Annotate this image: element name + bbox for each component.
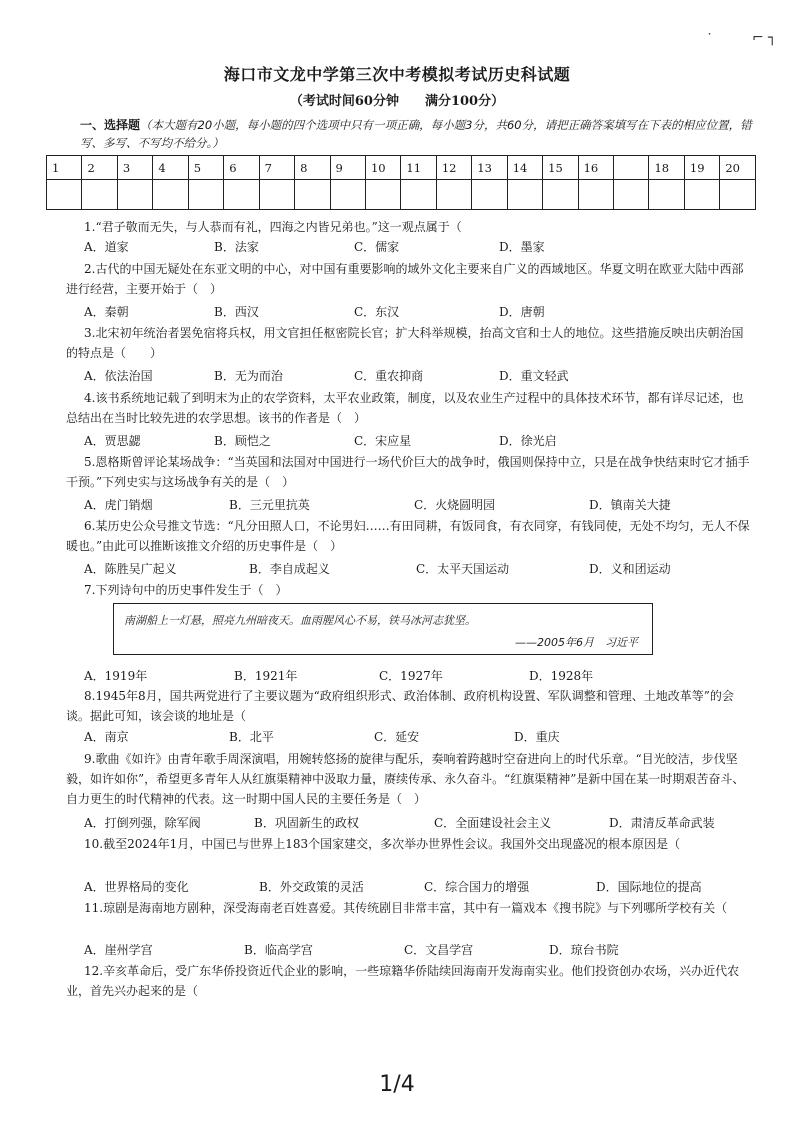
option-b[interactable]: B．1921年 bbox=[234, 669, 298, 683]
option-b[interactable]: B．巩固新生的政权 bbox=[254, 816, 359, 830]
poem-line: 南湖船上一灯悬，照亮九州暗夜天。血雨腥风心不易，铁马冰河志犹坚。 bbox=[124, 614, 476, 627]
answer-input-cell[interactable] bbox=[47, 180, 82, 210]
option-c[interactable]: C．1927年 bbox=[379, 669, 443, 683]
question-8-stem: 8.1945年8月，国共两党进行了主要议题为“政府组织形式、政治体制、政府机构设置、军队调整和管理、土地改革等”的会谈。据此可知，该会谈的地址是（ bbox=[66, 689, 734, 723]
answer-input-cell[interactable] bbox=[153, 180, 188, 210]
option-a[interactable]: A．贾思勰 bbox=[84, 434, 141, 448]
option-a[interactable]: A．世界格局的变化 bbox=[84, 880, 189, 894]
answer-input-cell[interactable] bbox=[649, 180, 684, 210]
question-4-stem: 4.该书系统地记载了到明末为止的农学资料，太平农业政策，制度，以及农业生产过程中的具体技术环节，都有详尽记述，也总结出在当时比较先进的农学思想。该书的作者是（ ） bbox=[66, 391, 744, 425]
corner-mark-left: ˙ bbox=[706, 32, 713, 48]
option-a[interactable]: A．打倒列强，除军阀 bbox=[84, 816, 201, 830]
answer-number-cell: 12 bbox=[436, 156, 471, 180]
answer-input-cell[interactable] bbox=[365, 180, 400, 210]
poem-attribution: ——2005年6月 习近平 bbox=[515, 636, 638, 649]
question-10-stem: 10.截至2024年1月，中国已与世界上183个国家建交，多次举办世界性会议。我国外交出现盛况的根本原因是（ bbox=[84, 837, 681, 851]
option-c[interactable]: C．太平天国运动 bbox=[416, 562, 510, 576]
question-11-stem: 11.琼剧是海南地方剧种，深受海南老百姓喜爱。其传统剧目非常丰富，其中有一篇戏本《搜书院》与下列哪所学校有关（ bbox=[84, 901, 728, 915]
answer-table bbox=[46, 155, 756, 210]
question-7-options bbox=[84, 666, 750, 686]
question-9-stem: 9.歌曲《如许》由青年歌手周深演唱，用婉转悠扬的旋律与配乐，奏响着跨越时空奋进向上的时代乐章。“目光皎洁，步伐坚毅，如许如你”，希望更多青年人从红旗渠精神中汲取力量，赓续传承、永久奋斗。“红旗渠精神”是新中国在某一时期艰苦奋斗、自力更生的时代精神的代表。这一时期中国人民的主要任务是（ ） bbox=[66, 752, 745, 806]
section-label: 一、选择题 bbox=[80, 118, 141, 132]
answer-number-cell: 4 bbox=[153, 156, 188, 180]
question-2-stem: 2.古代的中国无疑处在东亚文明的中心，对中国有重要影响的域外文化主要来自广义的西域地区。华夏文明在欧亚大陆中西部进行经营，主要开始于（ ） bbox=[66, 262, 744, 296]
option-d[interactable]: D．唐朝 bbox=[499, 305, 545, 319]
question-3-options bbox=[84, 366, 750, 386]
question-12-stem: 12.辛亥革命后，受广东华侨投资近代企业的影响，一些琼籍华侨陆续回海南开发海南实业。他们投资创办农场，兴办近代农业，首先兴办起来的是（ bbox=[66, 964, 740, 998]
question-10-options bbox=[84, 877, 750, 897]
question-8-options bbox=[84, 727, 750, 747]
option-c[interactable]: C．宋应星 bbox=[354, 434, 412, 448]
question-6-options bbox=[84, 559, 750, 579]
option-c[interactable]: C．全面建设社会主义 bbox=[434, 816, 552, 830]
option-a[interactable]: A．秦朝 bbox=[84, 305, 129, 319]
exam-title: 海口市文龙中学第三次中考模拟考试历史科试题 bbox=[223, 65, 571, 84]
option-d[interactable]: D．1928年 bbox=[529, 669, 594, 683]
answer-number-cell: 13 bbox=[472, 156, 507, 180]
option-d[interactable]: D．重庆 bbox=[514, 730, 560, 744]
answer-input-cell[interactable] bbox=[436, 180, 471, 210]
answer-number-cell: 7 bbox=[259, 156, 294, 180]
answer-number-cell: 20 bbox=[720, 156, 756, 180]
option-c[interactable]: C．火烧圆明园 bbox=[414, 498, 496, 512]
option-c[interactable]: C．文昌学宫 bbox=[404, 943, 474, 957]
answer-input-cell[interactable] bbox=[259, 180, 294, 210]
section-heading bbox=[80, 116, 760, 152]
answer-input-cell[interactable] bbox=[720, 180, 756, 210]
answer-number-cell: 16 bbox=[578, 156, 613, 180]
question-7-stem: 7.下列诗句中的历史事件发生于（ ） bbox=[84, 583, 288, 597]
question-3-stem: 3.北宋初年统治者罢免宿将兵权，用文官担任枢密院长官；扩大科举规模，抬高文官和士人的地位。这些措施反映出庆朝治国的特点是（ ） bbox=[66, 326, 744, 360]
option-c[interactable]: C．综合国力的增强 bbox=[424, 880, 530, 894]
page-number: 1/4 bbox=[379, 1072, 415, 1097]
option-d[interactable]: D．肃清反革命武装 bbox=[609, 816, 715, 830]
option-d[interactable]: D．墨家 bbox=[499, 240, 545, 254]
option-d[interactable]: D．重文轻武 bbox=[499, 369, 569, 383]
option-c[interactable]: C．重农抑商 bbox=[354, 369, 424, 383]
answer-input-cell[interactable] bbox=[507, 180, 542, 210]
option-c[interactable]: C．儒家 bbox=[354, 240, 400, 254]
option-a[interactable]: A．依法治国 bbox=[84, 369, 153, 383]
answer-input-cell[interactable] bbox=[82, 180, 117, 210]
option-a[interactable]: A．虎门销烟 bbox=[84, 498, 153, 512]
option-b[interactable]: B．三元里抗英 bbox=[229, 498, 310, 512]
question-5-options bbox=[84, 495, 750, 515]
answer-number-cell: 1 bbox=[47, 156, 82, 180]
option-c[interactable]: C．东汉 bbox=[354, 305, 400, 319]
answer-input-cell[interactable] bbox=[188, 180, 223, 210]
question-1-stem: 1.“君子敬而无失，与人恭而有礼，四海之内皆兄弟也。”这一观点属于（ bbox=[84, 220, 462, 234]
answer-number-cell: 11 bbox=[401, 156, 436, 180]
option-b[interactable]: B．外交政策的灵活 bbox=[259, 880, 364, 894]
answer-input-cell[interactable] bbox=[578, 180, 613, 210]
option-b[interactable]: B．法家 bbox=[214, 240, 259, 254]
exam-subtitle: （考试时间60分钟 满分100分） bbox=[289, 94, 505, 109]
answer-input-cell[interactable] bbox=[614, 180, 649, 210]
answer-input-cell[interactable] bbox=[543, 180, 578, 210]
option-b[interactable]: B．无为而治 bbox=[214, 369, 283, 383]
answer-input-cell[interactable] bbox=[684, 180, 719, 210]
answer-number-cell: 9 bbox=[330, 156, 365, 180]
option-a[interactable]: A．道家 bbox=[84, 240, 129, 254]
option-d[interactable]: D．琼台书院 bbox=[549, 943, 619, 957]
question-1-options bbox=[84, 237, 750, 257]
answer-input-cell[interactable] bbox=[401, 180, 436, 210]
option-d[interactable]: D．徐光启 bbox=[499, 434, 557, 448]
answer-number-cell: 5 bbox=[188, 156, 223, 180]
option-a[interactable]: A．1919年 bbox=[84, 669, 148, 683]
option-b[interactable]: B．临高学宫 bbox=[244, 943, 313, 957]
answer-input-cell[interactable] bbox=[224, 180, 259, 210]
option-d[interactable]: D．义和团运动 bbox=[589, 562, 671, 576]
option-b[interactable]: B．李自成起义 bbox=[249, 562, 330, 576]
option-b[interactable]: B．北平 bbox=[229, 730, 274, 744]
question-9-options bbox=[84, 813, 750, 833]
answer-number-cell: 2 bbox=[82, 156, 117, 180]
option-a[interactable]: A．陈胜吴广起义 bbox=[84, 562, 177, 576]
answer-number-cell: 3 bbox=[117, 156, 152, 180]
option-b[interactable]: B．西汉 bbox=[214, 305, 259, 319]
answer-number-cell: 19 bbox=[684, 156, 719, 180]
question-5-stem: 5.恩格斯曾评论某场战争：“当英国和法国对中国进行一场代价巨大的战争时，俄国则保持中立，只是在战争快结束时它才插手干预。”下列史实与这场战争有关的是（ ） bbox=[66, 455, 750, 489]
option-a[interactable]: A．崖州学宫 bbox=[84, 943, 153, 957]
option-a[interactable]: A．南京 bbox=[84, 730, 129, 744]
corner-mark: ⌐ ┐ bbox=[752, 30, 777, 46]
question-4-options bbox=[84, 431, 750, 451]
answer-number-cell: 10 bbox=[365, 156, 400, 180]
question-6-stem: 6.某历史公众号推文节选：“凡分田照人口，不论男妇……有田同耕，有饭同食，有衣同穿，有钱同使，无处不均匀，无人不保暖也。”由此可以推断该推文介绍的历史事件是（ ） bbox=[66, 519, 750, 553]
question-11-options bbox=[84, 940, 750, 960]
answer-input-cell[interactable] bbox=[472, 180, 507, 210]
option-d[interactable]: D．国际地位的提高 bbox=[596, 880, 702, 894]
answer-number-cell: 15 bbox=[543, 156, 578, 180]
poem-quote-box bbox=[113, 603, 653, 655]
answer-number-cell: 18 bbox=[649, 156, 684, 180]
answer-number-cell bbox=[614, 156, 649, 180]
answer-number-cell: 6 bbox=[224, 156, 259, 180]
answer-number-cell: 14 bbox=[507, 156, 542, 180]
option-c[interactable]: C．延安 bbox=[374, 730, 420, 744]
answer-input-cell[interactable] bbox=[117, 180, 152, 210]
answer-input-cell[interactable] bbox=[295, 180, 330, 210]
question-2-options bbox=[84, 302, 750, 322]
section-instructions: （本大题有20小题，每小题的四个选项中只有一项正确，每小题3分，共60分，请把正确答案填写在下表的相应位置，错写、多写、不写均不给分。） bbox=[80, 118, 752, 150]
answer-input-cell[interactable] bbox=[330, 180, 365, 210]
answer-number-cell: 8 bbox=[295, 156, 330, 180]
option-b[interactable]: B．顾恺之 bbox=[214, 434, 271, 448]
option-d[interactable]: D．镇南关大捷 bbox=[589, 498, 671, 512]
